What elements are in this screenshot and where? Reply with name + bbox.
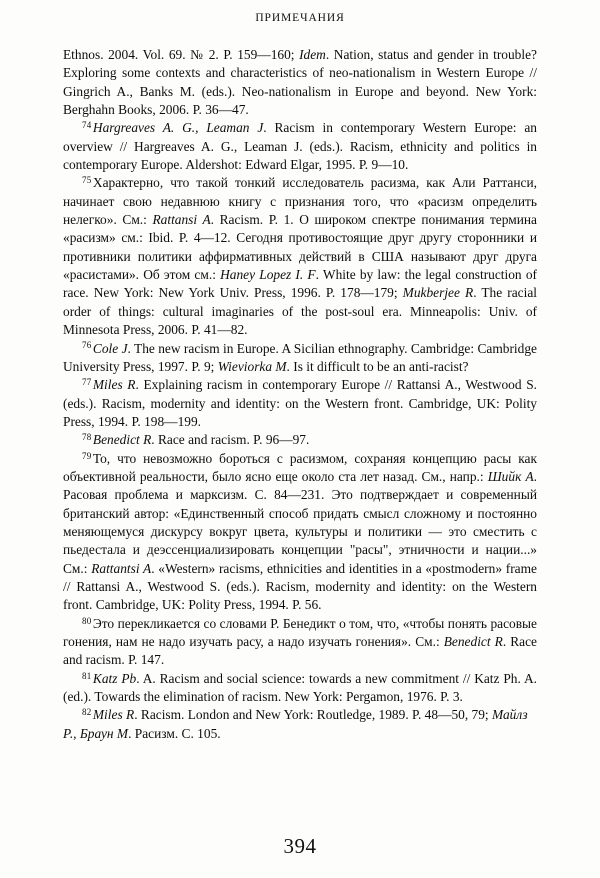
footnote-number: 79 (82, 450, 92, 461)
citation-author: Wieviorka M (217, 358, 287, 374)
footnote-paragraph (63, 615, 537, 670)
citation-author: Rattansi A (152, 212, 211, 228)
footnote-text: . «Western» racisms, ethnicities and identities in a «postmodern» frame // Rattansi A., Westwood S. (eds.). Racism, modernity and identity: on the Western front. Cambridge, UK: Polity Press, 1994. P. 56. (63, 560, 537, 613)
page-number: 394 (283, 834, 317, 858)
citation-author: Haney Lopez I. F (220, 267, 316, 283)
citation-author: Cole J (92, 340, 128, 356)
footnote-paragraph (63, 119, 537, 174)
citation-author: Rattantsi A (91, 560, 152, 576)
footnote-text: Это перекликается со словами Р. Бенедикт о том, что, «чтобы понять расовые гонения, нам не надо изучать расу, а надо изучать гонения». См.: (63, 615, 537, 649)
footnote-text: . Nation, status and gender in trouble? Exploring some contexts and characteristics of neo-nationalism in Western Europe // Gingrich A., Banks M. (eds.). Neo-nationalism in Europe and beyond. New York: Berghahn Books, 2006. P. 36—47. (63, 47, 537, 118)
citation-author: Hargreaves A. G., Leaman J (92, 120, 264, 136)
citation-author: Idem (299, 47, 326, 62)
citation-author: Benedict R (443, 634, 503, 649)
footnote-number: 81 (82, 670, 92, 681)
footnote-text: . Race and racism. P. 96—97. (151, 432, 310, 448)
footnote-number: 74 (82, 120, 92, 131)
footnote-text: То, что невозможно бороться с расизмом, сохраняя концепцию расы как объективной реальности, было ясно еще около ста лет назад. См., напр.: (63, 450, 537, 484)
footnote-number: 77 (82, 377, 92, 388)
footnote-paragraph (63, 450, 537, 615)
footnote-text: Характерно, что такой тонкий исследователь расизма, как Али Раттанси, начинает свою недавнюю книгу с признания того, что «расизм определить нелегко». См.: (63, 175, 537, 228)
citation-author: Miles R (92, 377, 136, 393)
citation-author: Майлз Р., Браун М (63, 707, 528, 741)
citation-author: Miles R (92, 707, 135, 723)
footnote-text: . Расовая проблема и марксизм. С. 84—231. Это подтверждает и современный британский автор: «Единственный способ придать смысл сложному и постоянно меняющемуся дискурсу вокруг цвета, культуры и политики — это сместить с пьедестала и деэссенциализировать концепции "расы", этничности и нации...» См.: (63, 468, 537, 576)
footnote-text: . Is it difficult to be an anti-racist? (286, 358, 469, 374)
footnote-paragraph (63, 431, 537, 449)
footnote-number: 78 (82, 432, 92, 443)
footnote-number: 82 (82, 707, 92, 718)
footnote-text: . Расизм. С. 105. (128, 725, 221, 741)
citation-author: Benedict R (92, 432, 152, 448)
footnote-text: Ethnos. 2004. Vol. 69. № 2. P. 159—160; (63, 47, 300, 62)
footnote-paragraph (63, 706, 537, 743)
footnote-text: . White by law: the legal construction of race. New York: New York Univ. Press, 1996. P. 178—179; (63, 267, 537, 301)
footnote-text: . Racism. London and New York: Routledge, 1989. P. 48—50, 79; (134, 707, 493, 723)
citation-author: Шийк А (487, 468, 534, 484)
notes-text-block (63, 46, 537, 743)
footnote-text: . A. Racism and social science: towards a new commitment // Katz Ph. A. (ed.). Towards the elimination of racism. New York: Pergamon, 1976. P. 3. (63, 670, 538, 705)
footnote-text: . Race and racism. P. 147. (63, 634, 537, 668)
footnote-paragraph (63, 174, 537, 339)
footnote-text: . Racism. P. 1. О широком спектре понимания термина «расизм» см.: Ibid. P. 4—12. Сегодня противостоящие друг другу сторонники и противники политики аффирмативных действий в США называют друг друга «расистами». Об этом см.: (63, 212, 537, 283)
footnote-paragraph (63, 46, 537, 119)
footnote-number: 75 (82, 175, 92, 186)
running-head: ПРИМЕЧАНИЯ (255, 12, 345, 24)
footnote-text: . The racial order of things: cultural imaginaries of the post-soul era. Minneapolis: Univ. of Minnesota Press, 2006. P. 41—82. (63, 285, 537, 338)
footnote-number: 80 (82, 615, 92, 626)
footnote-paragraph (63, 670, 537, 707)
footnote-text: . Explaining racism in contemporary Europe // Rattansi A., Westwood S. (eds.). Racism, modernity and identity: on the Western front. Cambridge, UK: Polity Press, 1994. P. 198—199. (63, 377, 537, 429)
footnote-paragraph (63, 376, 537, 431)
citation-author: Katz Pb (92, 670, 137, 686)
footnote-text: . The new racism in Europe. A Sicilian ethnography. Cambridge: Cambridge University Press, 1997. P. 9; (63, 340, 537, 374)
footnote-text: . Racism in contemporary Western Europe: an overview // Hargreaves A. G., Leaman J. (eds.). Racism, ethnicity and politics in contemporary Europe. Aldershot: Edward Elgar, 1995. P. 9—10. (63, 120, 537, 173)
footnote-paragraph (63, 340, 537, 377)
citation-author: Mukberjee R (402, 285, 474, 301)
footnote-number: 76 (82, 340, 92, 351)
